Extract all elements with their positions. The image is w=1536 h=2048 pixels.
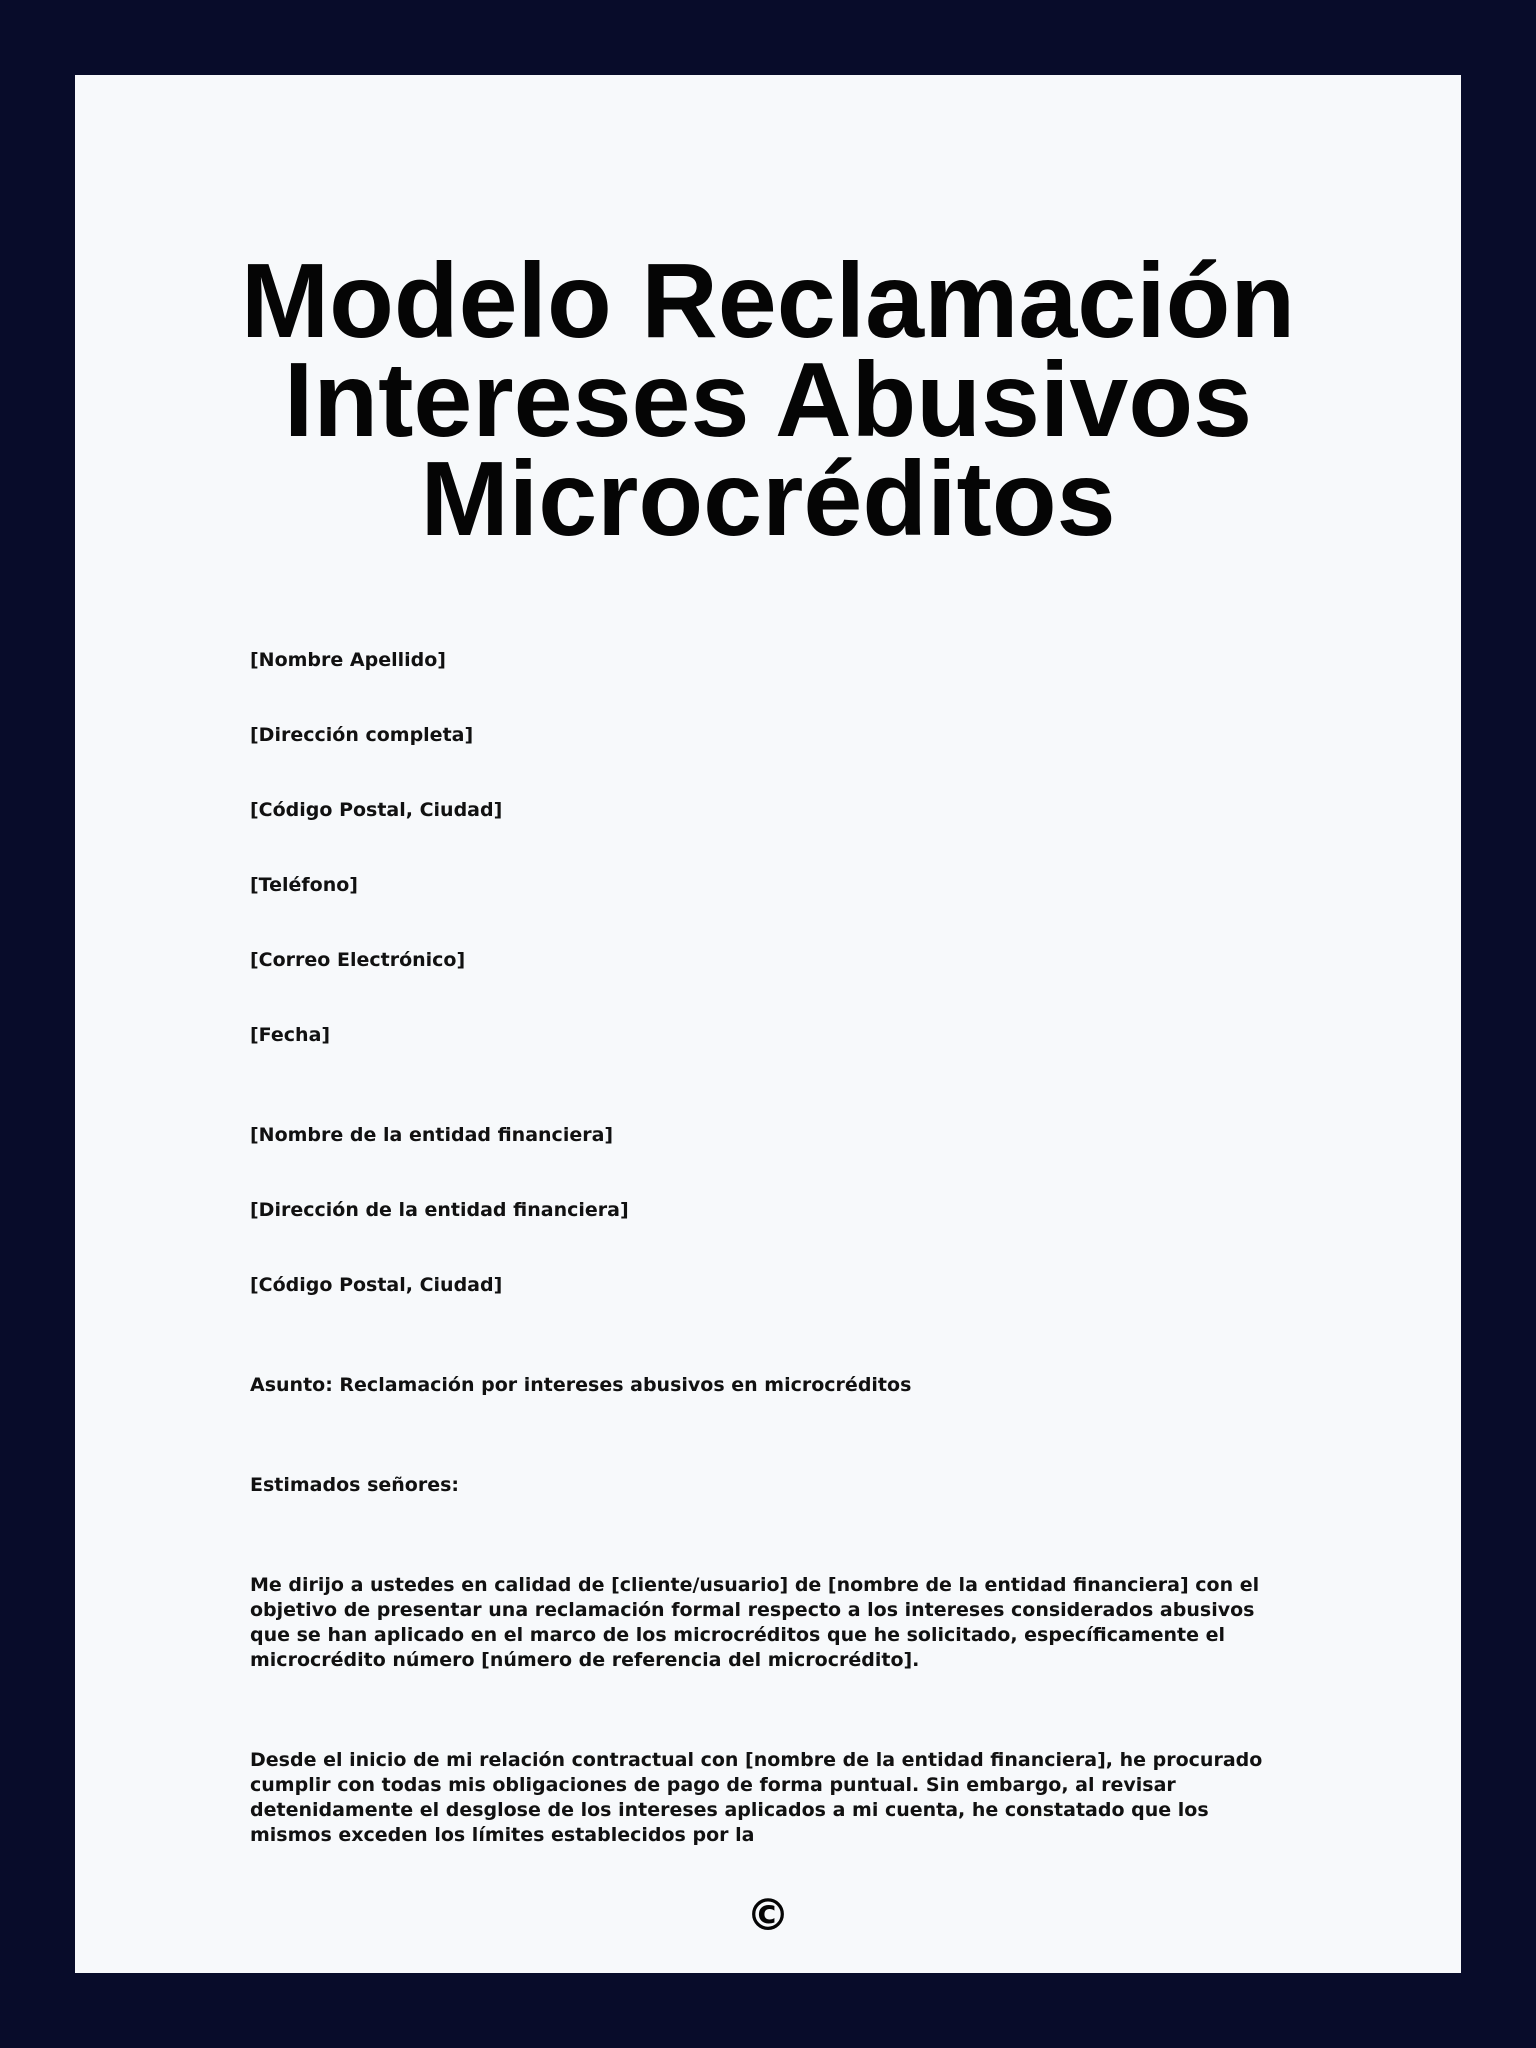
sender-phone: [Teléfono] <box>250 874 358 896</box>
recipient-address: [Dirección de la entidad financiera] <box>250 1199 629 1221</box>
sender-name: [Nombre Apellido] <box>250 649 446 671</box>
letter-subject: Asunto: Reclamación por intereses abusivos en microcréditos <box>250 1374 912 1396</box>
document-title: Modelo Reclamación Intereses Abusivos Microcréditos <box>240 242 1296 558</box>
sender-postal-city: [Código Postal, Ciudad] <box>250 799 503 821</box>
copyright-icon: © <box>746 1890 790 1941</box>
sender-email: [Correo Electrónico] <box>250 949 466 971</box>
letter-paragraph-1: Me dirijo a ustedes en calidad de [cliente/usuario] de [nombre de la entidad financiera] con el objetivo de presentar una reclamación formal respecto a los intereses considerados abusivos que se han aplicado en el marco de los microcréditos que he solicitado, específicamente el microcrédito número [número de referencia del microcrédito]. <box>250 1574 1260 1671</box>
sender-address: [Dirección completa] <box>250 724 474 746</box>
recipient-postal-city: [Código Postal, Ciudad] <box>250 1274 503 1296</box>
letter-greeting: Estimados señores: <box>250 1474 460 1496</box>
letter-paragraph-2: Desde el inicio de mi relación contractual con [nombre de la entidad financiera], he procurado cumplir con todas mis obligaciones de pago de forma puntual. Sin embargo, al revisar detenidamente el desglose de los intereses aplicados a mi cuenta, he constatado que los mismos exceden los límites establecidos por la <box>250 1749 1263 1846</box>
letter-date: [Fecha] <box>250 1024 331 1046</box>
recipient-name: [Nombre de la entidad financiera] <box>250 1124 614 1146</box>
document-page <box>75 75 1461 1973</box>
